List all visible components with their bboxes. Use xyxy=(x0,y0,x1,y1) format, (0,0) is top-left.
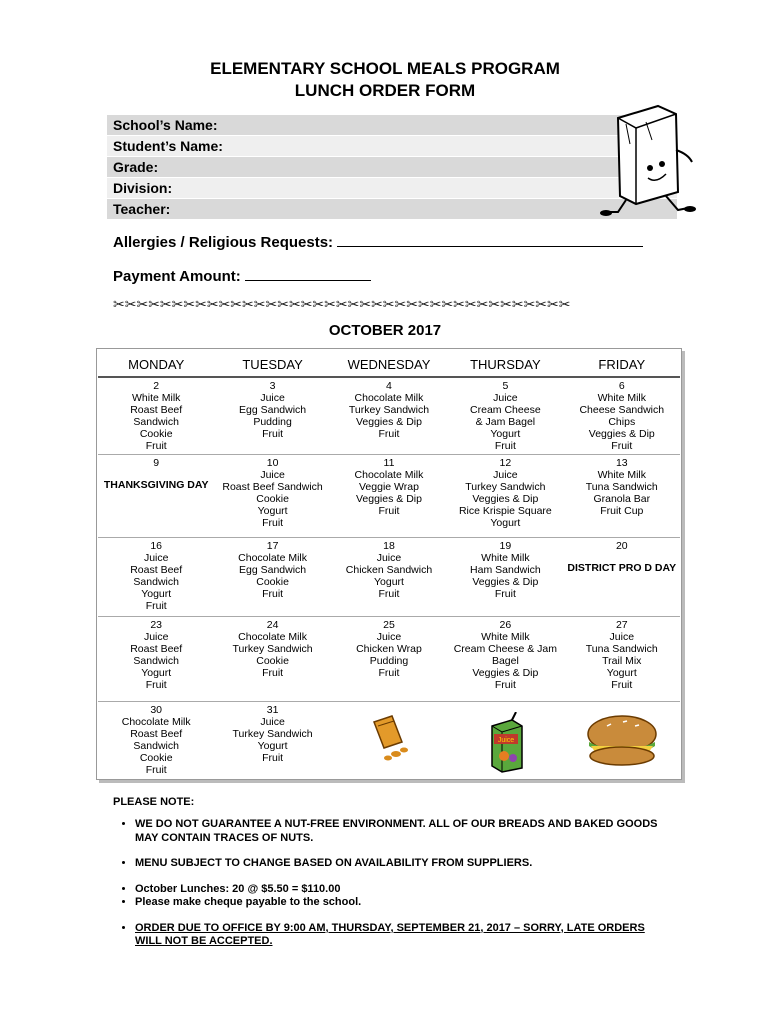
menu-item: Veggies & Dip xyxy=(355,493,422,505)
menu-item: White Milk xyxy=(597,392,646,404)
allergies-label: Allergies / Religious Requests: xyxy=(113,234,334,251)
day-cell-friday xyxy=(564,617,680,702)
day-cell-thursday xyxy=(447,702,563,783)
day-cell-tuesday xyxy=(214,702,330,783)
menu-item: Fruit xyxy=(262,588,284,600)
header-thursday: THURSDAY xyxy=(447,352,563,377)
menu-item: Veggies & Dip xyxy=(355,416,422,428)
menu-item: Fruit xyxy=(494,588,516,600)
menu-item: Cookie xyxy=(256,655,289,667)
day-cell-friday xyxy=(564,538,680,617)
menu-item: Chocolate Milk xyxy=(121,716,191,728)
menu-item: Fruit xyxy=(378,588,400,600)
header-tuesday: TUESDAY xyxy=(214,352,330,377)
menu-item: Cheese Sandwich xyxy=(579,404,665,416)
menu-item: Veggie Wrap xyxy=(359,481,419,493)
menu-item: Fruit xyxy=(145,679,167,691)
menu-item: Sandwich xyxy=(133,740,179,752)
menu-item: Yogurt xyxy=(373,576,404,588)
menu-item: Fruit xyxy=(494,679,516,691)
menu-item: Juice xyxy=(493,469,518,481)
menu-item: Fruit xyxy=(145,600,167,612)
menu-item: Fruit xyxy=(262,428,284,440)
menu-item: Roast Beef xyxy=(130,728,183,740)
day-number: 24 xyxy=(266,619,279,631)
menu-item: Fruit xyxy=(611,440,633,452)
menu-item: Turkey Sandwich xyxy=(232,728,313,740)
day-number: 18 xyxy=(383,540,395,552)
menu-item: Juice xyxy=(609,631,635,643)
cheque-note: • Please make cheque payable to the school. xyxy=(135,896,673,910)
day-number: 19 xyxy=(499,540,512,552)
calendar-week-row xyxy=(98,538,680,617)
day-number: 2 xyxy=(153,380,160,392)
menu-item: Juice xyxy=(260,392,285,404)
calendar-week-row xyxy=(98,455,680,538)
menu-item: Chicken Wrap xyxy=(356,643,422,655)
day-number: 17 xyxy=(266,540,279,552)
menu-item: Cookie xyxy=(139,752,173,764)
title-line-1: ELEMENTARY SCHOOL MEALS PROGRAM xyxy=(210,59,560,78)
sandwich-icon xyxy=(565,712,679,771)
header-wednesday: WEDNESDAY xyxy=(331,352,447,377)
day-cell-tuesday xyxy=(214,538,330,617)
menu-item: Bagel xyxy=(491,655,519,667)
menu-item: Juice xyxy=(376,631,402,643)
menu-item: Veggies & Dip xyxy=(472,667,539,679)
menu-item: Yogurt xyxy=(257,505,288,517)
menu-item: Pudding xyxy=(369,655,409,667)
day-cell-thursday xyxy=(447,377,563,455)
menu-item: White Milk xyxy=(131,392,181,404)
header-monday: MONDAY xyxy=(98,352,214,377)
school-name-field[interactable]: School’s Name: xyxy=(107,115,677,135)
menu-item: Fruit xyxy=(378,667,400,679)
calendar-week-row xyxy=(98,617,680,702)
day-cell-monday xyxy=(98,617,214,702)
allergies-field[interactable] xyxy=(113,232,643,251)
day-cell-wednesday xyxy=(331,377,447,455)
menu-item: Egg Sandwich xyxy=(239,564,307,576)
payment-field[interactable] xyxy=(113,266,371,285)
menu-item: White Milk xyxy=(481,552,530,564)
day-cell-monday xyxy=(98,377,214,455)
title-line-2: LUNCH ORDER FORM xyxy=(294,81,476,100)
day-cell-friday xyxy=(564,455,680,538)
menu-item: Pudding xyxy=(253,416,292,428)
day-number: 4 xyxy=(386,380,392,392)
special-day-label: THANKSGIVING DAY xyxy=(103,479,209,491)
day-cell-friday xyxy=(564,702,680,783)
menu-item: Chicken Sandwich xyxy=(345,564,433,576)
menu-item: Juice xyxy=(260,716,285,728)
menu-item: Roast Beef xyxy=(130,404,183,416)
menu-item: Sandwich xyxy=(133,576,179,588)
menu-item: Fruit xyxy=(262,517,284,529)
payment-blank[interactable] xyxy=(245,266,371,281)
menu-item: Tuna Sandwich xyxy=(585,481,658,493)
menu-item: Egg Sandwich xyxy=(239,404,307,416)
day-number: 5 xyxy=(502,380,509,392)
menu-item: Fruit xyxy=(378,428,400,440)
menu-item: Yogurt xyxy=(257,740,288,752)
calendar-table xyxy=(98,352,680,782)
day-cell-monday xyxy=(98,538,214,617)
menu-item: Fruit Cup xyxy=(600,505,644,517)
menu-item: Sandwich xyxy=(133,416,179,428)
menu-item: Fruit xyxy=(378,505,400,517)
grade-field[interactable]: Grade: xyxy=(107,157,677,177)
nut-warning-note: • WE DO NOT GUARANTEE A NUT-FREE ENVIRONMENT. ALL OF OUR BREADS AND BAKED GOODS MAY CONTAIN TRACES OF NUTS. xyxy=(135,818,673,845)
menu-item: Chocolate Milk xyxy=(354,469,424,481)
menu-item: Fruit xyxy=(262,752,284,764)
special-day-label: DISTRICT PRO D DAY xyxy=(567,562,677,574)
notes-list xyxy=(113,818,673,949)
menu-item: Cream Cheese xyxy=(470,404,541,416)
student-name-field[interactable]: Student’s Name: xyxy=(107,136,677,156)
day-cell-wednesday xyxy=(331,455,447,538)
menu-item: White Milk xyxy=(481,631,530,643)
header-friday: FRIDAY xyxy=(564,352,680,377)
menu-item: Chocolate Milk xyxy=(238,552,308,564)
day-number: 11 xyxy=(383,457,395,469)
day-number: 20 xyxy=(615,540,628,552)
month-heading: OCTOBER 2017 xyxy=(328,322,442,339)
menu-item: Cookie xyxy=(139,428,173,440)
day-cell-monday xyxy=(98,702,214,783)
menu-item: Chocolate Milk xyxy=(354,392,424,404)
day-number: 31 xyxy=(266,704,279,716)
payment-label: Payment Amount: xyxy=(113,268,241,285)
day-cell-thursday xyxy=(447,617,563,702)
menu-item: Yogurt xyxy=(141,588,172,600)
menu-change-note: • MENU SUBJECT TO CHANGE BASED ON AVAILABILITY FROM SUPPLIERS. xyxy=(135,857,673,871)
lunch-calendar xyxy=(96,348,682,780)
menu-item: Roast Beef xyxy=(130,564,183,576)
menu-item: Veggies & Dip xyxy=(588,428,655,440)
menu-item: Yogurt xyxy=(141,667,172,679)
menu-item: Roast Beef xyxy=(130,643,183,655)
teacher-field[interactable]: Teacher: xyxy=(107,199,677,219)
day-cell-wednesday xyxy=(331,538,447,617)
day-number: 10 xyxy=(266,457,279,469)
menu-item: & Jam Bagel xyxy=(475,416,536,428)
menu-item: Yogurt xyxy=(606,667,637,679)
day-cell-thursday xyxy=(447,455,563,538)
day-cell-tuesday xyxy=(214,455,330,538)
day-cell-tuesday xyxy=(214,377,330,455)
menu-item: Roast Beef Sandwich xyxy=(222,481,323,493)
menu-item: Fruit xyxy=(494,440,516,452)
menu-item: Trail Mix xyxy=(602,655,642,667)
menu-item: Juice xyxy=(376,552,402,564)
menu-item: Cream Cheese & Jam xyxy=(453,643,558,655)
calendar-week-row xyxy=(98,702,680,783)
menu-item: Fruit xyxy=(145,764,167,776)
notes-section xyxy=(113,796,673,949)
day-number: 16 xyxy=(150,540,163,552)
calendar-week-row xyxy=(98,377,680,455)
day-cell-wednesday xyxy=(331,617,447,702)
day-cell-friday xyxy=(564,377,680,455)
menu-item: Veggies & Dip xyxy=(472,493,539,505)
day-cell-tuesday xyxy=(214,617,330,702)
day-number: 26 xyxy=(499,619,512,631)
day-number: 13 xyxy=(615,457,628,469)
menu-item: Granola Bar xyxy=(593,493,651,505)
menu-item: Yogurt xyxy=(490,428,521,440)
menu-item: Turkey Sandwich xyxy=(232,643,313,655)
day-number: 27 xyxy=(615,619,628,631)
notes-heading: PLEASE NOTE: xyxy=(113,796,195,808)
menu-item: Veggies & Dip xyxy=(472,576,539,588)
deadline-note: • ORDER DUE TO OFFICE BY 9:00 AM, THURSDAY, SEPTEMBER 21, 2017 – SORRY, LATE ORDERS WILL NOT BE ACCEPTED. xyxy=(135,922,673,949)
form-title xyxy=(0,58,770,102)
menu-item: White Milk xyxy=(597,469,646,481)
menu-item: Yogurt xyxy=(490,517,521,529)
lunch-bag-icon xyxy=(596,100,696,220)
weekday-header-row xyxy=(98,352,680,377)
menu-item: Tuna Sandwich xyxy=(585,643,658,655)
day-number: 25 xyxy=(383,619,395,631)
day-cell-monday xyxy=(98,455,214,538)
day-number: 30 xyxy=(150,704,163,716)
division-field[interactable]: Division: xyxy=(107,178,677,198)
day-number: 23 xyxy=(150,619,163,631)
day-cell-thursday xyxy=(447,538,563,617)
menu-item: Juice xyxy=(143,631,169,643)
chips-bag-icon xyxy=(332,712,446,765)
menu-item: Turkey Sandwich xyxy=(348,404,430,416)
menu-item: Chips xyxy=(608,416,636,428)
juice-box-icon xyxy=(448,712,562,777)
menu-item: Cookie xyxy=(256,493,289,505)
menu-item: Turkey Sandwich xyxy=(465,481,546,493)
menu-item: Fruit xyxy=(145,440,167,452)
menu-item: Chocolate Milk xyxy=(238,631,308,643)
menu-item: Sandwich xyxy=(133,655,179,667)
day-cell-wednesday xyxy=(331,702,447,783)
day-number: 9 xyxy=(153,457,160,469)
day-number: 6 xyxy=(618,380,625,392)
menu-item: Juice xyxy=(260,469,285,481)
day-number: 12 xyxy=(499,457,512,469)
menu-item: Rice Krispie Square xyxy=(458,505,552,517)
menu-item: Cookie xyxy=(256,576,289,588)
menu-item: Juice xyxy=(493,392,518,404)
lunch-count-note: • October Lunches: 20 @ $5.50 = $110.00 xyxy=(135,883,673,897)
scissors-cut-line: ✂✂✂✂✂✂✂✂✂✂✂✂✂✂✂✂✂✂✂✂✂✂✂✂✂✂✂✂✂✂✂✂✂✂✂✂✂✂✂ xyxy=(113,296,571,312)
allergies-blank[interactable] xyxy=(337,232,643,247)
menu-item: Juice xyxy=(143,552,169,564)
menu-item: Ham Sandwich xyxy=(470,564,541,576)
menu-item: Fruit xyxy=(611,679,633,691)
juice-box-text: Juice xyxy=(498,737,515,744)
day-number: 3 xyxy=(269,380,276,392)
menu-item: Fruit xyxy=(262,667,284,679)
student-info-block xyxy=(107,115,677,220)
